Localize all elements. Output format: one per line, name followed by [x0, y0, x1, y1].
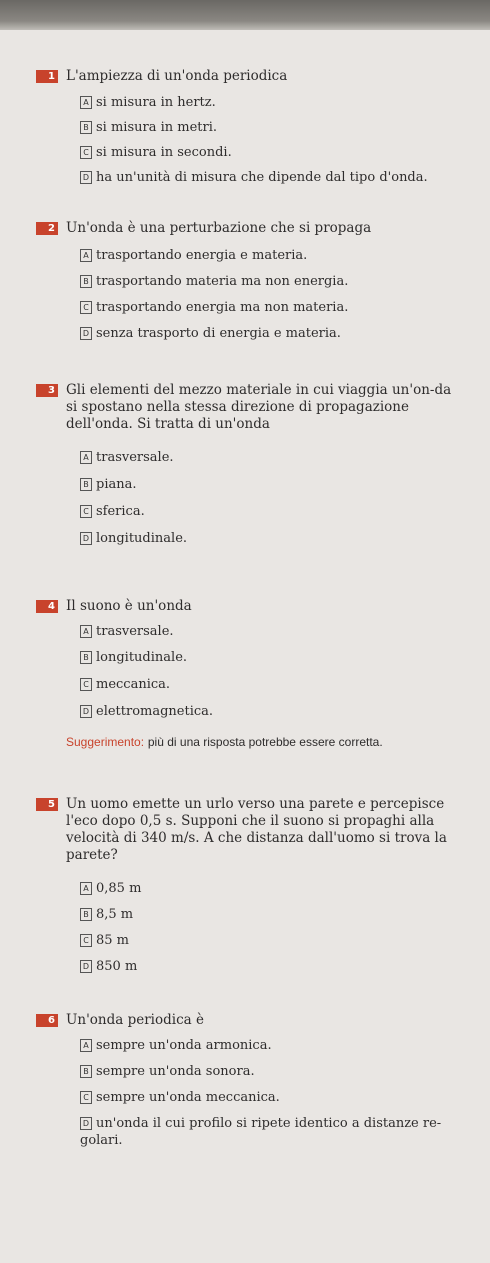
option-letter: B	[80, 275, 92, 288]
option-text: longitudinale.	[96, 650, 188, 665]
option-letter: A	[80, 625, 92, 638]
option-text: si misura in hertz.	[96, 95, 216, 110]
option-text: elettromagnetica.	[96, 704, 214, 719]
answer-option-b[interactable]	[80, 273, 470, 290]
answer-option-b[interactable]	[80, 119, 470, 136]
option-text: si misura in secondi.	[96, 145, 232, 160]
hint	[66, 735, 383, 749]
answer-option-d[interactable]	[80, 958, 470, 975]
option-letter: A	[80, 1039, 92, 1052]
option-letter: D	[80, 960, 92, 973]
option-letter: D	[80, 705, 92, 718]
answer-option-d[interactable]	[80, 530, 470, 547]
answer-option-c[interactable]	[80, 932, 470, 949]
option-text: senza trasporto di energia e materia.	[96, 326, 341, 341]
answer-option-a[interactable]	[80, 247, 470, 264]
option-letter: A	[80, 882, 92, 895]
option-text: sempre un'onda sonora.	[96, 1064, 255, 1079]
option-text: sempre un'onda armonica.	[96, 1038, 272, 1053]
option-letter: D	[80, 1117, 92, 1130]
answer-option-d[interactable]	[80, 1115, 455, 1149]
answer-option-c[interactable]	[80, 676, 470, 693]
option-text: meccanica.	[96, 677, 171, 692]
option-text: trasportando materia ma non energia.	[96, 274, 349, 289]
answer-option-a[interactable]	[80, 1037, 470, 1054]
option-letter: C	[80, 678, 92, 691]
answer-option-d[interactable]	[80, 169, 470, 186]
option-letter: C	[80, 934, 92, 947]
option-letter: D	[80, 327, 92, 340]
question-text: Il suono è un'onda	[66, 598, 192, 614]
option-letter: D	[80, 532, 92, 545]
answer-option-b[interactable]	[80, 1063, 470, 1080]
answer-option-b[interactable]	[80, 906, 470, 923]
option-text: longitudinale.	[96, 531, 188, 546]
option-text: 850 m	[96, 959, 138, 974]
hint-text: più di una risposta potrebbe essere corretta.	[147, 735, 383, 749]
option-text: sempre un'onda meccanica.	[96, 1090, 280, 1105]
option-letter: C	[80, 146, 92, 159]
option-letter: A	[80, 96, 92, 109]
answer-option-a[interactable]	[80, 94, 470, 111]
option-letter: B	[80, 651, 92, 664]
question-text: Un'onda è una perturbazione che si propaga	[66, 220, 372, 236]
option-letter: D	[80, 171, 92, 184]
option-letter: A	[80, 249, 92, 262]
answer-option-d[interactable]	[80, 325, 470, 342]
option-letter: C	[80, 505, 92, 518]
hint-label: Suggerimento:	[66, 735, 145, 749]
answer-option-d[interactable]	[80, 703, 470, 720]
question-text: L'ampiezza di un'onda periodica	[66, 68, 288, 84]
option-text: 8,5 m	[96, 907, 134, 922]
question-number: 3	[36, 384, 58, 397]
question-number: 2	[36, 222, 58, 235]
option-text: 0,85 m	[96, 881, 142, 896]
option-letter: B	[80, 1065, 92, 1078]
answer-option-a[interactable]	[80, 880, 470, 897]
option-text: ha un'unità di misura che dipende dal tipo d'onda.	[96, 170, 428, 185]
question-number: 6	[36, 1014, 58, 1027]
question-number: 4	[36, 600, 58, 613]
answer-option-b[interactable]	[80, 476, 470, 493]
option-letter: A	[80, 451, 92, 464]
option-text: sferica.	[96, 504, 145, 519]
answer-option-c[interactable]	[80, 503, 470, 520]
option-letter: B	[80, 478, 92, 491]
question-number: 1	[36, 70, 58, 83]
answer-option-c[interactable]	[80, 299, 470, 316]
answer-option-a[interactable]	[80, 449, 470, 466]
option-text: 85 m	[96, 933, 130, 948]
option-letter: B	[80, 121, 92, 134]
option-text: piana.	[96, 477, 137, 492]
option-letter: C	[80, 1091, 92, 1104]
question-text: Gli elementi del mezzo materiale in cui viaggia un'on-da si spostano nella stessa direzione di propagazione dell'onda. Si tratta di un'onda	[66, 382, 452, 432]
question-number: 5	[36, 798, 58, 811]
option-letter: B	[80, 908, 92, 921]
answer-option-a[interactable]	[80, 623, 470, 640]
option-text: trasversale.	[96, 624, 174, 639]
option-text: un'onda il cui profilo si ripete identico a distanze re-golari.	[80, 1116, 442, 1148]
page-top-edge	[0, 0, 490, 30]
option-text: trasportando energia ma non materia.	[96, 300, 349, 315]
answer-option-c[interactable]	[80, 144, 470, 161]
question-text: Un'onda periodica è	[66, 1012, 204, 1028]
option-text: si misura in metri.	[96, 120, 217, 135]
option-text: trasversale.	[96, 450, 174, 465]
question-text: Un uomo emette un urlo verso una parete e percepisce l'eco dopo 0,5 s. Supponi che il suono si propaghi alla velocità di 340 m/s. A che distanza dall'uomo si trova la parete?	[66, 796, 447, 863]
answer-option-c[interactable]	[80, 1089, 470, 1106]
answer-option-b[interactable]	[80, 649, 470, 666]
option-text: trasportando energia e materia.	[96, 248, 308, 263]
option-letter: C	[80, 301, 92, 314]
